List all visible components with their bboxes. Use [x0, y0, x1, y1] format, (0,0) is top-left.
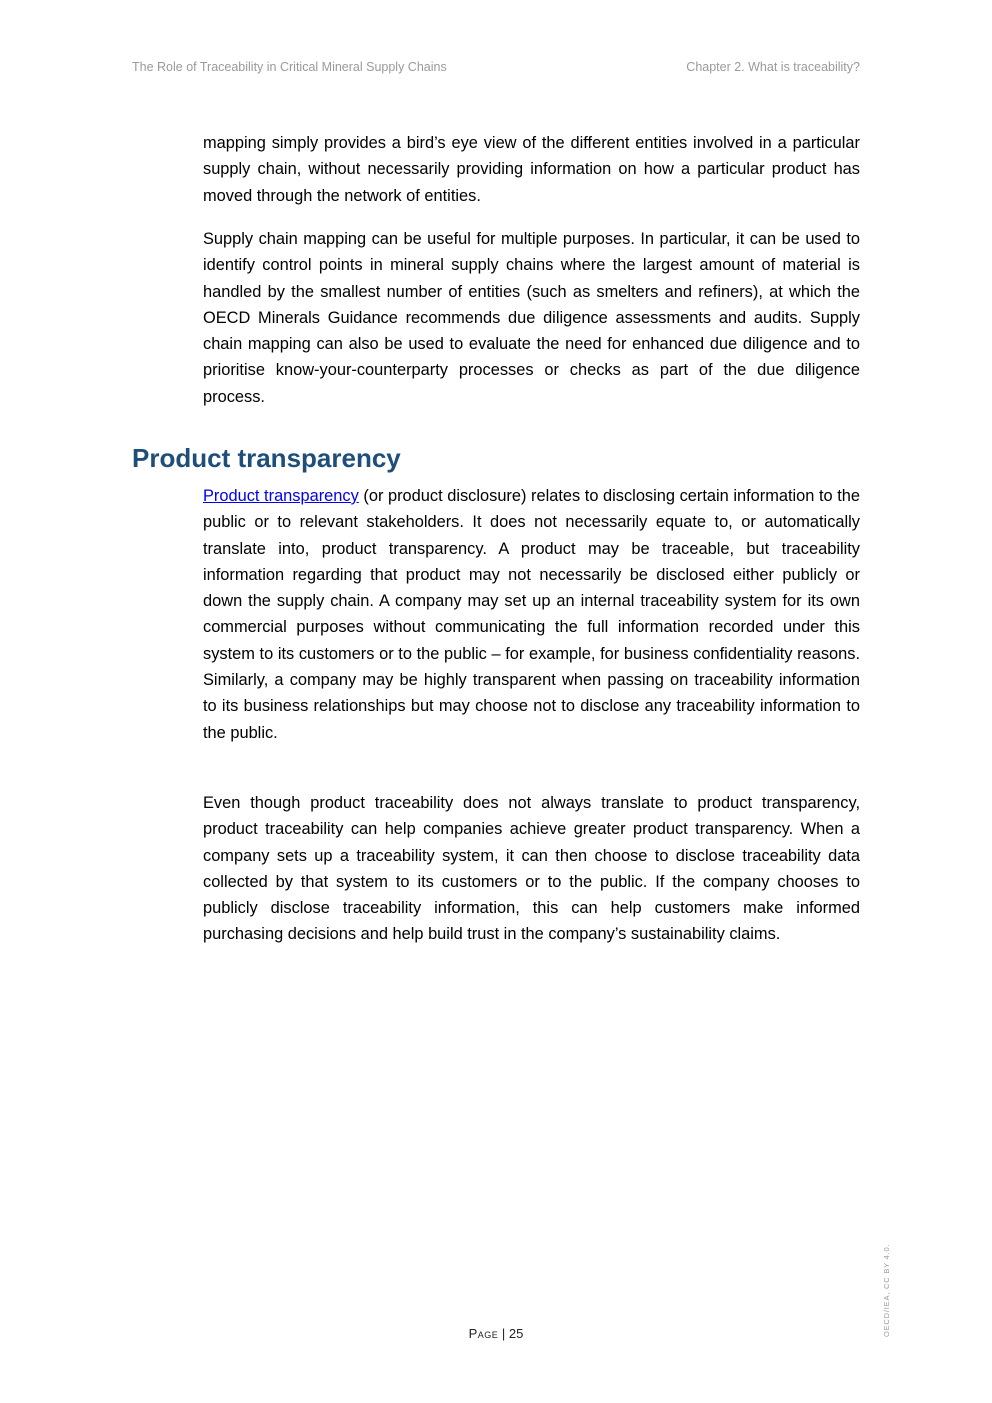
page-separator: |	[498, 1326, 509, 1341]
body-paragraph-4: Even though product traceability does not always translate to product transparency, product traceability can help companies achieve greater product transparency. When a company sets up a traceability system, it can then choose to disclose traceability data collected by that system to its customers or to the public. If the company chooses to publicly disclose traceability information, this can help customers make informed purchasing decisions and help build trust in the company’s sustainability claims.	[203, 794, 860, 944]
body-paragraph-3	[203, 483, 860, 746]
body-paragraph-1: mapping simply provides a bird’s eye view of the different entities involved in a particular supply chain, without necessarily providing information on how a particular product has moved through the network of entities.	[203, 134, 860, 205]
document-title: The Role of Traceability in Critical Mineral Supply Chains	[132, 60, 447, 74]
page-number-value: 25	[508, 1326, 524, 1341]
copyright-notice: OECD/IEA, CC BY 4.0.	[882, 1243, 891, 1337]
product-transparency-link[interactable]: Product transparency	[203, 487, 359, 505]
running-header	[132, 59, 860, 75]
page-label: Page	[468, 1326, 499, 1341]
body-paragraph-2: Supply chain mapping can be useful for multiple purposes. In particular, it can be used to identify control points in mineral supply chains where the largest amount of material is handled by the smallest number of entities (such as smelters and refiners), at which the OECD Minerals Guidance recommends due diligence assessments and audits. Supply chain mapping can also be used to evaluate the need for enhanced due diligence and to prioritise know-your-counterparty processes or checks as part of the due diligence process.	[203, 230, 860, 406]
page-number	[0, 1325, 992, 1343]
chapter-title: Chapter 2. What is traceability?	[686, 60, 860, 74]
section-heading: Product transparency	[132, 443, 401, 473]
body-paragraph-3-text: (or product disclosure) relates to disclosing certain information to the public or to relevant stakeholders. It does not necessarily equate to, or automatically translate into, product transparency. A product may be traceable, but traceability information regarding that product may not necessarily be disclosed either publicly or down the supply chain. A company may set up an internal traceability system for its own commercial purposes without communicating the full information recorded under this system to its customers or to the public – for example, for business confidentiality reasons. Similarly, a company may be highly transparent when passing on traceability information to its business relationships but may choose not to disclose any traceability information to the public.	[203, 487, 860, 742]
